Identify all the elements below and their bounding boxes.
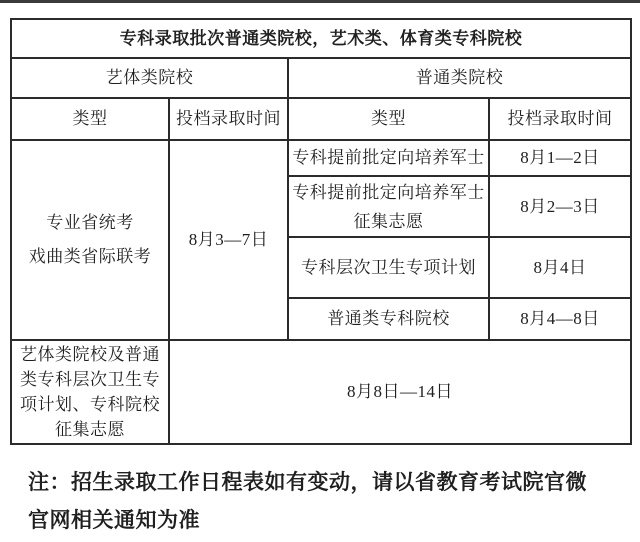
footnote: [28, 464, 628, 540]
cell-art-sports-time: 8月3—7日: [169, 140, 288, 340]
cell-final-time: 8月8日—14日: [169, 340, 631, 444]
col-header-time-art: 投档录取时间: [169, 98, 288, 140]
cell-text-line: 戏曲类省际联考: [28, 247, 152, 266]
cell-art-sports-type: [11, 140, 169, 340]
cell-general-type-2: [288, 176, 489, 237]
cell-text-line: 专业省统考: [46, 213, 134, 232]
table-title-row: [11, 19, 631, 58]
cell-general-type-4: 普通类专科院校: [288, 298, 489, 340]
column-header-row: [11, 98, 631, 140]
col-header-time-general: 投档录取时间: [489, 98, 631, 140]
cell-final-type: [11, 340, 169, 444]
cell-general-time-4: 8月4—8日: [489, 298, 631, 340]
footnote-line: 官网相关通知为准: [28, 509, 200, 532]
cell-general-time-1: 8月1—2日: [489, 140, 631, 176]
table-title: 专科录取批次普通类院校，艺术类、体育类专科院校: [11, 19, 631, 58]
cell-general-time-3: 8月4日: [489, 237, 631, 298]
admission-schedule-table: [10, 18, 632, 445]
col-header-type-art: 类型: [11, 98, 169, 140]
group-header-general: 普通类院校: [288, 58, 631, 98]
final-row: [11, 340, 631, 444]
cell-text-line: 艺体类院校及普通: [20, 345, 160, 364]
cell-text-line: 征集志愿: [55, 420, 125, 439]
col-header-type-general: 类型: [288, 98, 489, 140]
footnote-line: 注：招生录取工作日程表如有变动，请以省教育考试院官微: [28, 471, 587, 494]
table-row: [11, 140, 631, 176]
cell-general-type-1: 专科提前批定向培养军士: [288, 140, 489, 176]
cell-text-line: 专科提前批定向培养军士: [292, 182, 485, 202]
cell-text-line: 类专科层次卫生专: [20, 370, 160, 389]
cell-general-time-2: 8月2—3日: [489, 176, 631, 237]
top-divider: [0, 0, 640, 3]
group-header-art-sports: 艺体类院校: [11, 58, 288, 98]
cell-general-type-3: 专科层次卫生专项计划: [288, 237, 489, 298]
cell-text-line: 征集志愿: [353, 211, 424, 231]
cell-text-line: 项计划、专科院校: [20, 395, 160, 414]
group-header-row: [11, 58, 631, 98]
